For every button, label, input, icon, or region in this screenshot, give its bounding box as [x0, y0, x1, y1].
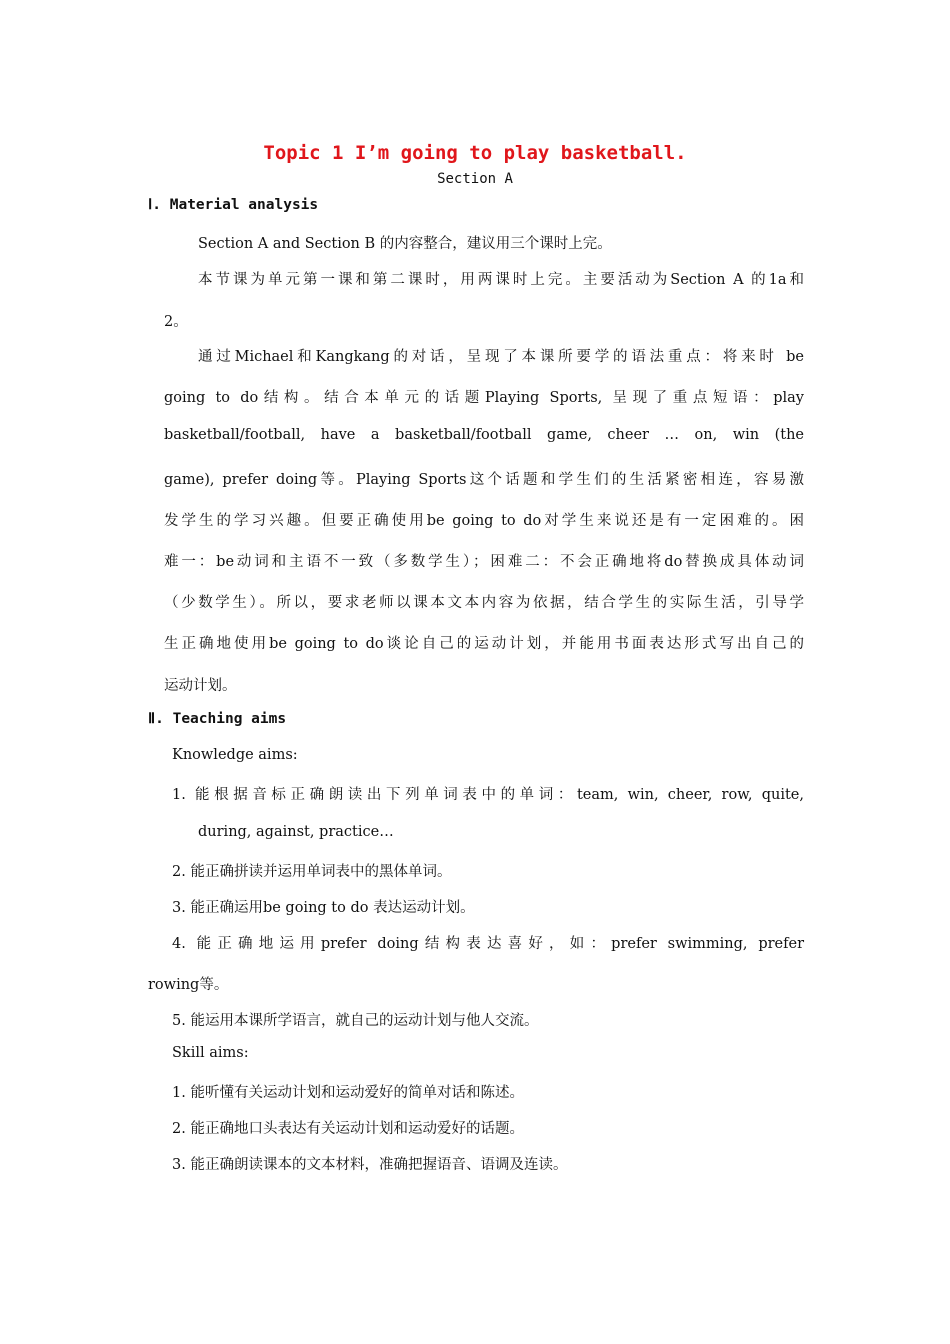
section-heading-teaching-aims: Ⅱ. Teaching aims	[148, 711, 287, 727]
section-subtitle: Section A	[437, 171, 513, 187]
list-item: 2. 能正确地口头表达有关运动计划和运动爱好的话题。	[172, 1121, 524, 1137]
paragraph-line: basketball/football, have a basketball/football game, cheer … on, win (the	[164, 427, 804, 443]
section-heading-material-analysis: Ⅰ. Material analysis	[148, 197, 319, 213]
paragraph-line: 本节课为单元第一课和第二课时，用两课时上完。主要活动为Section A 的1a和	[198, 272, 804, 288]
paragraph-line: 通过Michael和Kangkang的对话，呈现了本课所要学的语法重点：将来时 be	[198, 349, 804, 365]
document-title: Topic 1 I’m going to play basketball.	[263, 142, 687, 164]
paragraph-line: going to do结构。结合本单元的话题Playing Sports, 呈现了重点短语：play	[164, 390, 804, 406]
paragraph-line: Section A and Section B 的内容整合，建议用三个课时上完。	[198, 236, 612, 252]
list-item: 2. 能正确拼读并运用单词表中的黑体单词。	[172, 864, 452, 880]
paragraph-line: game), prefer doing等。Playing Sports这个话题和学生们的生活紧密相连，容易激	[164, 472, 804, 488]
list-item-continuation: rowing等。	[148, 977, 229, 993]
paragraph-line: 2。	[164, 314, 188, 330]
paragraph-line: 发学生的学习兴趣。但要正确使用be going to do对学生来说还是有一定困难的。困	[164, 513, 804, 529]
list-item: 3. 能正确运用be going to do 表达运动计划。	[172, 900, 475, 916]
list-item: 1. 能听懂有关运动计划和运动爱好的简单对话和陈述。	[172, 1085, 524, 1101]
paragraph-line: 生正确地使用be going to do谈论自己的运动计划，并能用书面表达形式写出自己的	[164, 636, 804, 652]
list-item: 1. 能根据音标正确朗读出下列单词表中的单词：team, win, cheer, row, quite,	[172, 787, 804, 803]
paragraph-line: 运动计划。	[164, 678, 237, 694]
knowledge-aims-label: Knowledge aims:	[172, 747, 298, 763]
paragraph-line: （少数学生）。所以，要求老师以课本文本内容为依据，结合学生的实际生活，引导学	[164, 595, 804, 611]
list-item-continuation: during, against, practice…	[198, 824, 394, 840]
list-item: 5. 能运用本课所学语言，就自己的运动计划与他人交流。	[172, 1013, 539, 1029]
list-item: 3. 能正确朗读课本的文本材料，准确把握语音、语调及连读。	[172, 1157, 568, 1173]
skill-aims-label: Skill aims:	[172, 1045, 249, 1061]
list-item: 4. 能正确地运用prefer doing结构表达喜好，如：prefer swimming, prefer	[172, 936, 804, 952]
paragraph-line: 难一：be动词和主语不一致（多数学生）；困难二：不会正确地将do替换成具体动词	[164, 554, 804, 570]
